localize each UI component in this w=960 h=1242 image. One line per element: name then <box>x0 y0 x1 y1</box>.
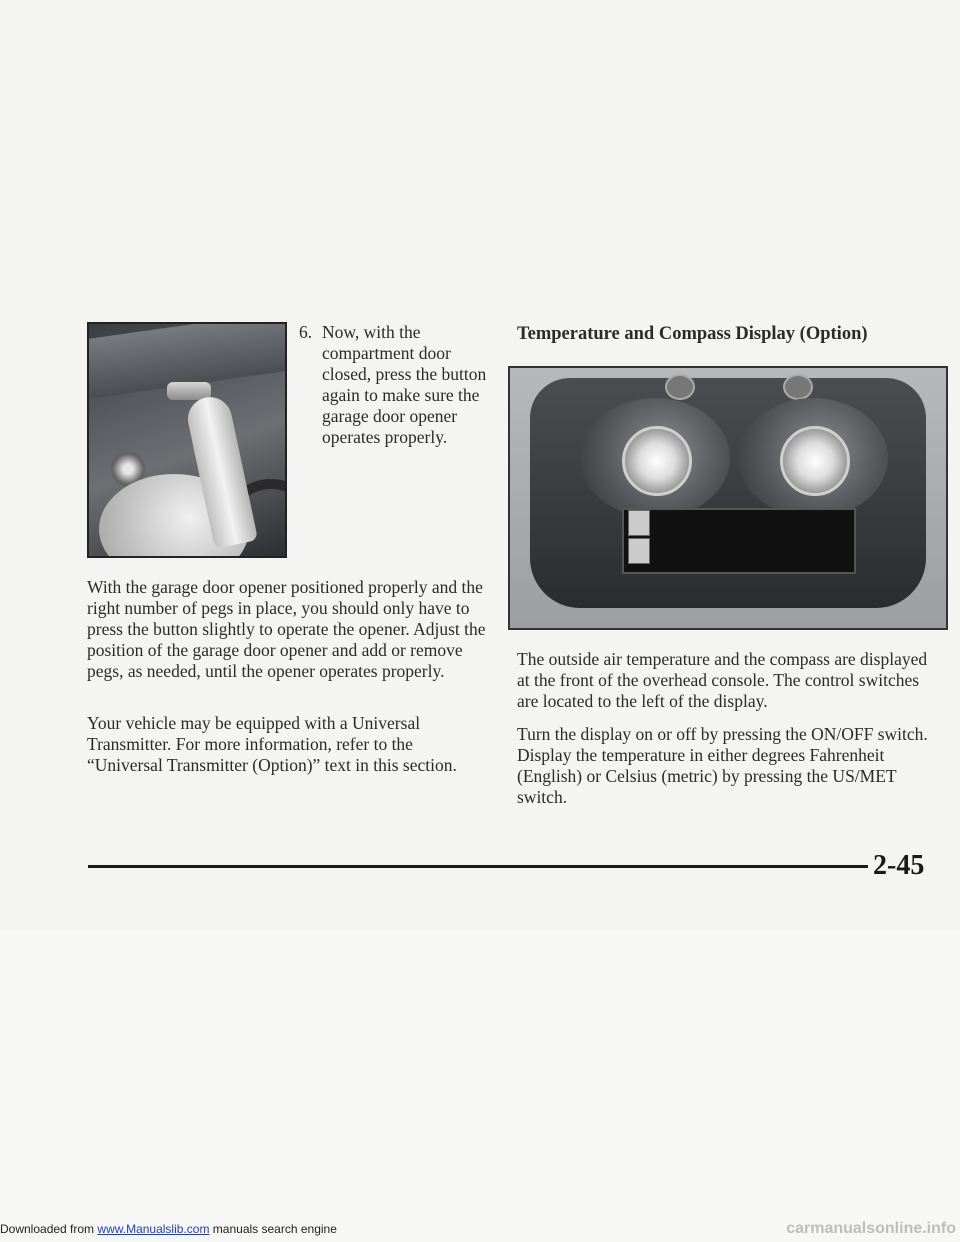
us-met-switch <box>628 510 650 536</box>
step-number: 6. <box>299 322 313 342</box>
right-paragraph-2: Turn the display on or off by pressing the ON/OFF switch. Display the temperature in either degrees Fahrenheit (English) or Celsius (metric) by pressing the US/MET switch. <box>517 724 928 807</box>
left-paragraph-1: With the garage door opener positioned properly and the right number of pegs in place, you should only have to press the button slightly to operate the opener. Adjust the position of the garage door opener and add or remove pegs, as needed, until the opener operates properly. <box>87 577 486 681</box>
map-light-left <box>622 426 692 496</box>
manualslib-link[interactable]: www.Manualslib.com <box>97 1222 210 1236</box>
map-light-right <box>780 426 850 496</box>
left-paragraph-2: Your vehicle may be equipped with a Universal Transmitter. For more information, refer to the “Universal Transmitter (Option)” text in this section. <box>87 713 457 775</box>
temperature-compass-display <box>622 508 856 574</box>
on-off-switch <box>628 538 650 564</box>
footer-prefix: Downloaded from <box>0 1222 95 1236</box>
section-heading: Temperature and Compass Display (Option) <box>517 324 868 344</box>
right-paragraph-1: The outside air temperature and the compass are displayed at the front of the overhead console. The control switches are located to the left of the display. <box>517 649 928 711</box>
overhead-console-photo <box>508 366 948 630</box>
garage-door-opener-photo <box>87 322 287 558</box>
step-text: Now, with the compartment door closed, press the button again to make sure the garage door opener operates properly. <box>322 322 487 447</box>
step-6 <box>299 322 499 448</box>
page-number: 2-45 <box>873 850 925 881</box>
footer-suffix: manuals search engine <box>212 1222 337 1236</box>
watermark: carmanualsonline.info <box>786 1220 956 1237</box>
footer-rule <box>88 865 868 868</box>
